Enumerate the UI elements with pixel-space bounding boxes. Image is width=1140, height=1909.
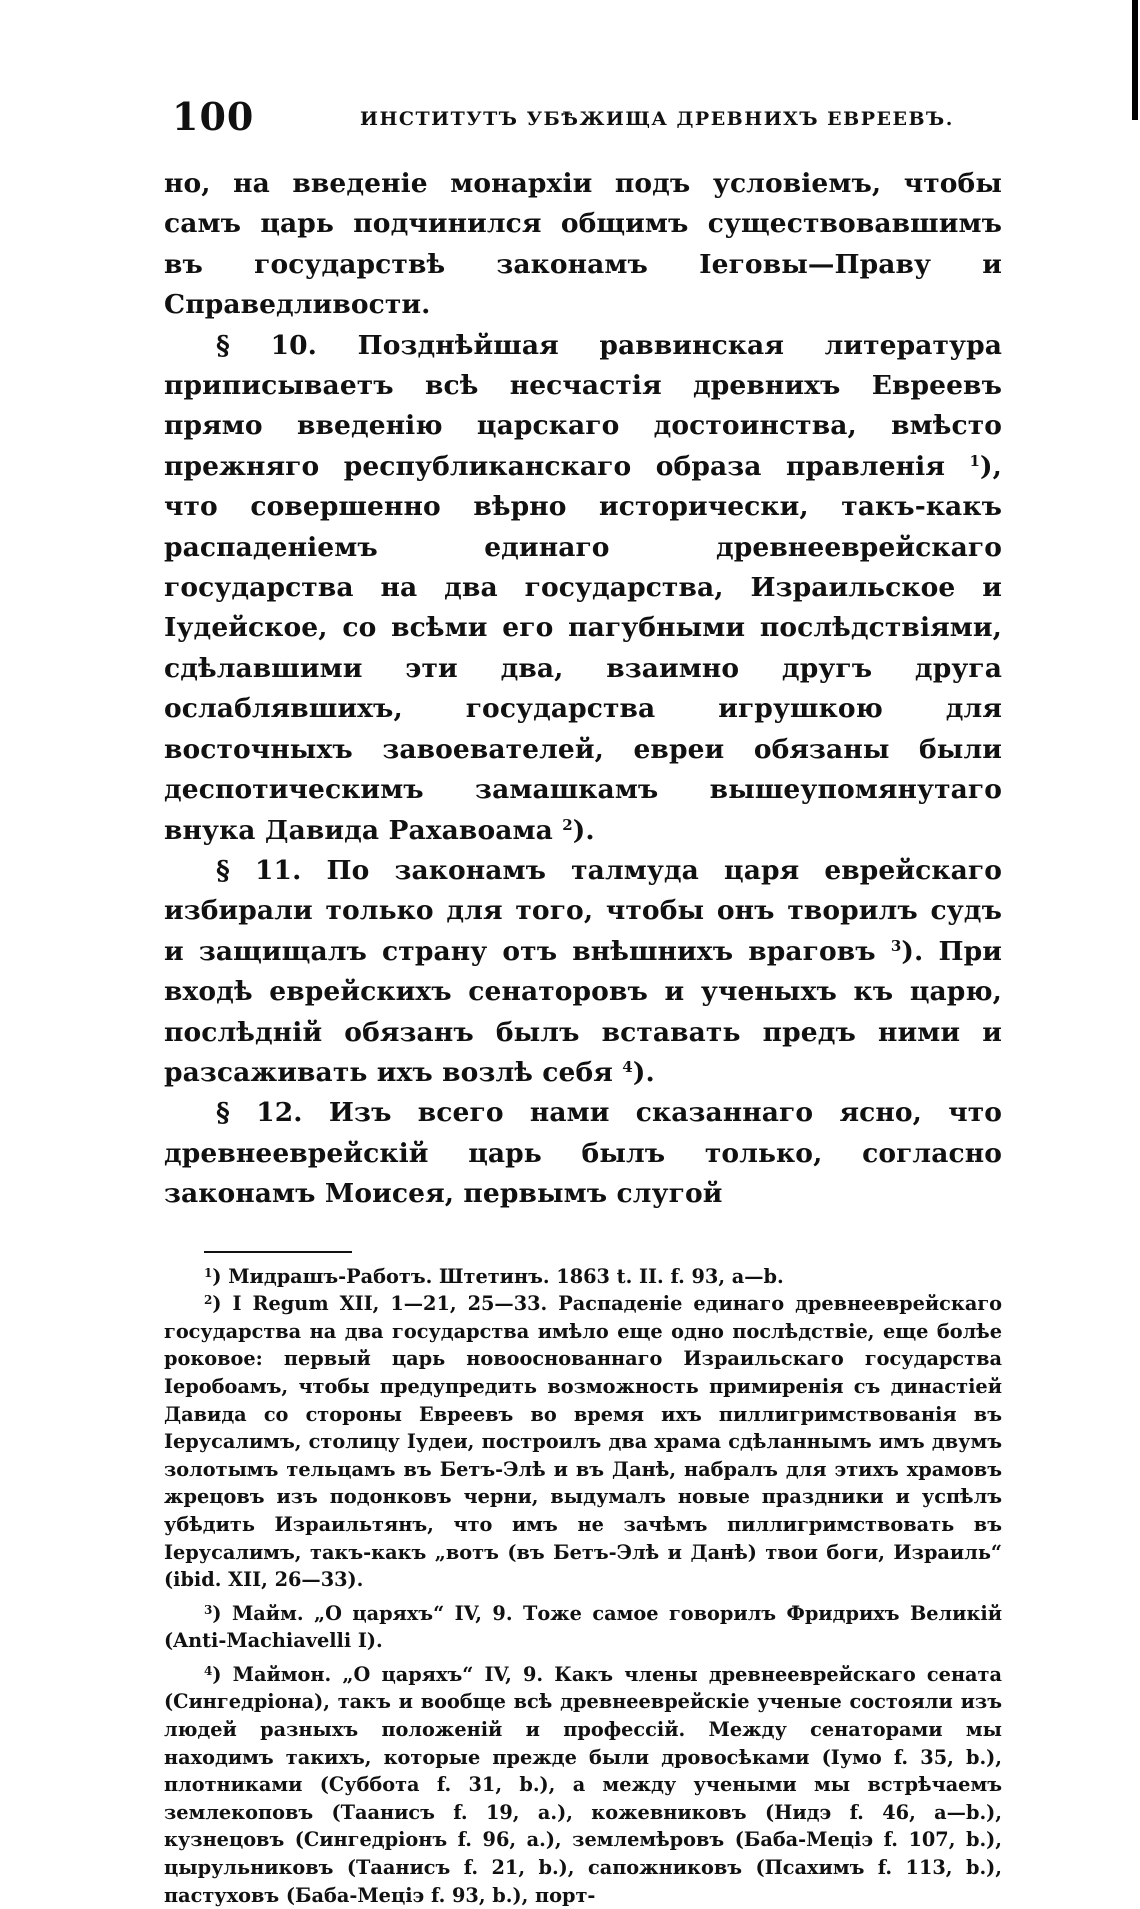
footnote-1 bbox=[164, 1263, 1002, 1291]
section-number: § 12. bbox=[216, 1097, 303, 1129]
page-header bbox=[164, 94, 1002, 142]
section-number: § 10. bbox=[216, 329, 317, 361]
paragraph-text: ), что совершенно вѣрно исторически, такъ-какъ распаденіемъ единаго древнееврейскаго государства на два государства, Израильское и Іудейское, со всѣми его пагубными послѣдствіями, сдѣлавшими эти два, взаимно другъ друга ослаблявшихъ, государства игрушкою для восточныхъ завоевателей, евреи обязаны были деспотическимъ замашкамъ вышеупомянутаго внука Давида Рахавоама bbox=[164, 450, 1003, 846]
footnote-divider bbox=[204, 1251, 352, 1253]
paragraph-text: Позднѣйшая раввинская литература приписываетъ всѣ несчастія древнихъ Евреевъ прямо введенію царскаго достоинства, вмѣсто прежняго республиканскаго образа правленія bbox=[164, 329, 1003, 482]
footnote-marker: 4 bbox=[204, 1663, 213, 1678]
paragraph-text: По законамъ талмуда царя еврейскаго избирали только для того, чтобы онъ творилъ судъ и защищалъ страну отъ внѣшнихъ враговъ bbox=[164, 854, 1003, 967]
page-number: 100 bbox=[172, 94, 255, 139]
footnote-ref[interactable]: 4 bbox=[622, 1057, 633, 1076]
footnote-marker: 2 bbox=[204, 1293, 213, 1308]
paragraph-section-12 bbox=[164, 1093, 1002, 1214]
paragraph-text: Изъ всего нами сказаннаго ясно, что древнееврейскій царь былъ только, согласно законамъ Моисея, первымъ слугой bbox=[164, 1097, 1003, 1210]
book-page bbox=[164, 94, 1002, 1909]
footnote-marker: 3 bbox=[204, 1602, 213, 1617]
footnote-2 bbox=[164, 1290, 1002, 1594]
footnote-4 bbox=[164, 1661, 1002, 1909]
footnote-text: ) Маймон. „О царяхъ“ IV, 9. Какъ члены древнееврейскаго сената (Сингедріона), такъ и вообще всѣ древнееврейскіе ученые состояли изъ людей разныхъ положеній и профессій. Между сенаторами мы находимъ такихъ, которые прежде были дровосѣками (Іумо f. 35, b.), плотниками (Суббота f. 31, b.), а между учеными мы встрѣчаемъ землекоповъ (Таанисъ f. 19, a.), кожевниковъ (Нидэ f. 46, a—b.), кузнецовъ (Сингедріонъ f. 96, a.), землемѣровъ (Баба-Меціэ f. 107, b.), цырульниковъ (Таанисъ f. 21, b.), сапожниковъ (Псахимъ f. 113, b.), пастуховъ (Баба-Меціэ f. 93, b.), порт- bbox=[164, 1662, 1002, 1907]
footnote-3 bbox=[164, 1600, 1002, 1655]
footnote-ref[interactable]: 2 bbox=[562, 815, 573, 834]
footnote-text: ) I Regum XII, 1—21, 25—33. Распаденіе единаго древнееврейскаго государства на два государства имѣло еще одно послѣдствіе, еще болѣе роковое: первый царь новоoснованнаго Израильскаго государства Іеробоамъ, чтобы предупредить возможность примиренія съ династіей Давида со стороны Евреевъ во время ихъ пиллигримствованія въ Іерусалимъ, столицу Іудеи, построилъ два храма сдѣланнымъ имъ двумъ золотымъ тельцамъ въ Бетъ-Элѣ и въ Данѣ, набралъ для этихъ храмовъ жрецовъ изъ подонковъ черни, выдумалъ новые праздники и успѣлъ убѣдить Израильтянъ, что имъ не зачѣмъ пиллигримствовать въ Іерусалимъ, такъ-какъ „вотъ (въ Бетъ-Элѣ и Данѣ) твои боги, Израиль“ (ibid. XII, 26—33). bbox=[164, 1292, 1002, 1592]
footnote-marker: 1 bbox=[204, 1265, 213, 1280]
footnotes bbox=[164, 1263, 1002, 1909]
scan-edge-mark bbox=[1132, 0, 1138, 120]
section-number: § 11. bbox=[216, 854, 302, 886]
paragraph-text: ). При входѣ еврейскихъ сенаторовъ и ученыхъ къ царю, послѣдній обязанъ былъ вставать предъ ними и разсаживать ихъ возлѣ себя bbox=[164, 935, 1002, 1088]
paragraph-section-11 bbox=[164, 851, 1002, 1093]
paragraph-section-10 bbox=[164, 326, 1002, 851]
paragraph-continued bbox=[164, 164, 1002, 326]
running-title: ИНСТИТУТЪ УБѢЖИЩА ДРЕВНИХЪ ЕВРЕЕВЪ. bbox=[360, 108, 954, 130]
paragraph-text: но, на введеніе монархіи подъ условіемъ, чтобы самъ царь подчинился общимъ существовавшимъ въ государствѣ законамъ Іеговы—Праву и Справедливости. bbox=[164, 168, 1002, 321]
footnote-ref[interactable]: 1 bbox=[969, 451, 981, 470]
main-text bbox=[164, 164, 1002, 1215]
footnote-text: ) Мидрашъ-Работъ. Штетинъ. 1863 t. II. f. 93, a—b. bbox=[212, 1264, 784, 1288]
paragraph-text: ). bbox=[632, 1056, 655, 1088]
paragraph-text: ). bbox=[572, 814, 595, 846]
footnote-text: ) Майм. „О царяхъ“ IV, 9. Тоже самое говорилъ Фридрихъ Великій (Anti-Machiavelli I). bbox=[164, 1601, 1002, 1653]
footnote-ref[interactable]: 3 bbox=[890, 936, 902, 955]
